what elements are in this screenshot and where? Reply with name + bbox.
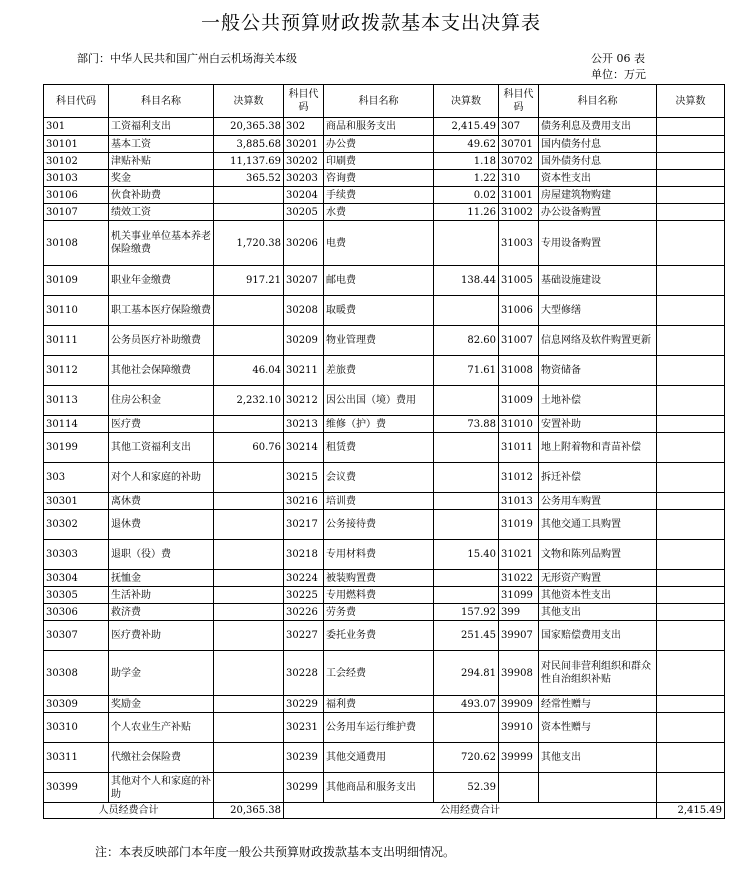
name-cell: 公务用车运行维护费 [324, 713, 434, 743]
code-cell: 307 [499, 118, 539, 136]
value-cell [657, 743, 725, 773]
code-cell: 30302 [44, 510, 109, 540]
name-cell: 其他对个人和家庭的补助 [109, 773, 214, 803]
table-row [44, 743, 725, 773]
value-cell [657, 463, 725, 493]
value-cell [214, 713, 284, 743]
name-cell: 抚恤金 [109, 570, 214, 587]
name-cell: 代缴社会保险费 [109, 743, 214, 773]
value-cell: 60.76 [214, 433, 284, 463]
name-cell: 咨询费 [324, 170, 434, 187]
name-cell: 公务员医疗补助缴费 [109, 326, 214, 356]
code-cell: 30229 [284, 696, 324, 713]
footnote: 注：本表反映部门本年度一般公共预算财政拨款基本支出明细情况。 [95, 845, 456, 859]
value-cell [657, 153, 725, 170]
code-cell: 30202 [284, 153, 324, 170]
value-cell [214, 296, 284, 326]
name-cell: 个人农业生产补贴 [109, 713, 214, 743]
value-cell [214, 651, 284, 696]
table-row [44, 153, 725, 170]
name-cell: 奖励金 [109, 696, 214, 713]
table-row [44, 386, 725, 416]
value-cell [214, 463, 284, 493]
value-cell: 157.92 [434, 604, 499, 621]
header-cell: 决算数 [657, 85, 725, 118]
code-cell: 30215 [284, 463, 324, 493]
table-row [44, 136, 725, 153]
code-cell: 30218 [284, 540, 324, 570]
name-cell: 职工基本医疗保险缴费 [109, 296, 214, 326]
table-row [44, 356, 725, 386]
name-cell: 退休费 [109, 510, 214, 540]
header-cell: 决算数 [434, 85, 499, 118]
header-cell: 科目名称 [109, 85, 214, 118]
value-cell [434, 296, 499, 326]
name-cell: 文物和陈列品购置 [539, 540, 657, 570]
name-cell: 劳务费 [324, 604, 434, 621]
value-cell: 138.44 [434, 266, 499, 296]
value-cell: 365.52 [214, 170, 284, 187]
header-row [44, 85, 725, 118]
name-cell: 奖金 [109, 170, 214, 187]
name-cell: 邮电费 [324, 266, 434, 296]
value-cell: 917.21 [214, 266, 284, 296]
code-cell: 31002 [499, 204, 539, 221]
name-cell: 公务用车购置 [539, 493, 657, 510]
value-cell [657, 587, 725, 604]
value-cell [657, 493, 725, 510]
name-cell: 救济费 [109, 604, 214, 621]
code-cell: 30217 [284, 510, 324, 540]
value-cell [657, 713, 725, 743]
name-cell: 物业管理费 [324, 326, 434, 356]
code-cell [499, 773, 539, 803]
value-cell: 1.22 [434, 170, 499, 187]
value-cell [214, 604, 284, 621]
value-cell [214, 187, 284, 204]
name-cell: 公务接待费 [324, 510, 434, 540]
code-cell: 30199 [44, 433, 109, 463]
value-cell [657, 296, 725, 326]
code-cell: 30216 [284, 493, 324, 510]
code-cell: 30308 [44, 651, 109, 696]
name-cell: 其他交通工具购置 [539, 510, 657, 540]
code-cell: 30208 [284, 296, 324, 326]
value-cell [657, 540, 725, 570]
name-cell: 其他支出 [539, 743, 657, 773]
value-cell [214, 621, 284, 651]
code-cell: 30702 [499, 153, 539, 170]
code-cell: 30310 [44, 713, 109, 743]
code-cell: 30111 [44, 326, 109, 356]
header-cell: 科目名称 [324, 85, 434, 118]
name-cell: 房屋建筑物购建 [539, 187, 657, 204]
code-cell: 39910 [499, 713, 539, 743]
code-cell: 39908 [499, 651, 539, 696]
code-cell: 30213 [284, 416, 324, 433]
name-cell: 助学金 [109, 651, 214, 696]
code-cell: 30299 [284, 773, 324, 803]
code-cell: 30305 [44, 587, 109, 604]
value-cell [657, 356, 725, 386]
table-row [44, 510, 725, 540]
name-cell: 伙食补助费 [109, 187, 214, 204]
value-cell [657, 604, 725, 621]
value-cell [214, 696, 284, 713]
table-row [44, 651, 725, 696]
value-cell [657, 326, 725, 356]
table-row [44, 587, 725, 604]
table-row [44, 463, 725, 493]
name-cell: 离休费 [109, 493, 214, 510]
code-cell: 310 [499, 170, 539, 187]
name-cell: 工资福利支出 [109, 118, 214, 136]
value-cell [657, 187, 725, 204]
value-cell: 2,415.49 [434, 118, 499, 136]
name-cell: 住房公积金 [109, 386, 214, 416]
value-cell: 73.88 [434, 416, 499, 433]
value-cell: 82.60 [434, 326, 499, 356]
name-cell: 国家赔偿费用支出 [539, 621, 657, 651]
name-cell: 基本工资 [109, 136, 214, 153]
value-cell [657, 204, 725, 221]
value-cell [214, 326, 284, 356]
code-cell: 30228 [284, 651, 324, 696]
table-row [44, 118, 725, 136]
name-cell: 办公费 [324, 136, 434, 153]
department-label: 部门：中华人民共和国广州白云机场海关本级 [77, 52, 297, 65]
value-cell: 11.26 [434, 204, 499, 221]
name-cell: 职业年金缴费 [109, 266, 214, 296]
header-cell: 科目名称 [539, 85, 657, 118]
value-cell [657, 773, 725, 803]
value-cell [214, 493, 284, 510]
value-cell [214, 204, 284, 221]
value-cell [214, 587, 284, 604]
table-row [44, 713, 725, 743]
code-cell: 30112 [44, 356, 109, 386]
table-row [44, 621, 725, 651]
code-cell: 31021 [499, 540, 539, 570]
name-cell: 手续费 [324, 187, 434, 204]
name-cell: 办公设备购置 [539, 204, 657, 221]
code-cell: 31003 [499, 221, 539, 266]
name-cell: 资本性支出 [539, 170, 657, 187]
value-cell [434, 386, 499, 416]
code-cell: 30113 [44, 386, 109, 416]
value-cell: 294.81 [434, 651, 499, 696]
table-row [44, 604, 725, 621]
value-cell [657, 266, 725, 296]
table-row [44, 696, 725, 713]
code-cell: 30306 [44, 604, 109, 621]
code-cell: 30108 [44, 221, 109, 266]
name-cell: 专用燃料费 [324, 587, 434, 604]
code-cell: 30214 [284, 433, 324, 463]
value-cell: 720.62 [434, 743, 499, 773]
code-cell: 31022 [499, 570, 539, 587]
name-cell: 经常性赠与 [539, 696, 657, 713]
value-cell [657, 696, 725, 713]
value-cell: 493.07 [434, 696, 499, 713]
value-cell [434, 713, 499, 743]
code-cell: 31011 [499, 433, 539, 463]
name-cell: 退职（役）费 [109, 540, 214, 570]
value-cell [214, 743, 284, 773]
value-cell: 251.45 [434, 621, 499, 651]
name-cell: 培训费 [324, 493, 434, 510]
table-row [44, 433, 725, 463]
code-cell: 30301 [44, 493, 109, 510]
table-row [44, 493, 725, 510]
code-cell: 30225 [284, 587, 324, 604]
code-cell: 31019 [499, 510, 539, 540]
value-cell [657, 221, 725, 266]
value-cell [657, 433, 725, 463]
code-cell: 30106 [44, 187, 109, 204]
code-cell: 30311 [44, 743, 109, 773]
name-cell: 会议费 [324, 463, 434, 493]
name-cell: 拆迁补偿 [539, 463, 657, 493]
name-cell: 地上附着物和青苗补偿 [539, 433, 657, 463]
name-cell: 维修（护）费 [324, 416, 434, 433]
name-cell: 其他支出 [539, 604, 657, 621]
personnel-total-label: 人员经费合计 [44, 803, 214, 819]
value-cell: 71.61 [434, 356, 499, 386]
header-cell: 科目代码 [284, 85, 324, 118]
code-cell: 30701 [499, 136, 539, 153]
code-cell: 30114 [44, 416, 109, 433]
value-cell: 15.40 [434, 540, 499, 570]
value-cell [657, 416, 725, 433]
value-cell [434, 221, 499, 266]
code-cell: 303 [44, 463, 109, 493]
name-cell: 专用设备购置 [539, 221, 657, 266]
code-cell: 30211 [284, 356, 324, 386]
value-cell [434, 463, 499, 493]
table-row [44, 266, 725, 296]
table-row [44, 773, 725, 803]
name-cell: 对民间非营利组织和群众性自治组织补贴 [539, 651, 657, 696]
name-cell: 电费 [324, 221, 434, 266]
name-cell: 土地补偿 [539, 386, 657, 416]
name-cell: 医疗费补助 [109, 621, 214, 651]
value-cell [214, 510, 284, 540]
name-cell: 无形资产购置 [539, 570, 657, 587]
code-cell: 31001 [499, 187, 539, 204]
value-cell: 2,232.10 [214, 386, 284, 416]
code-cell: 30103 [44, 170, 109, 187]
value-cell [657, 510, 725, 540]
name-cell: 生活补助 [109, 587, 214, 604]
code-cell: 31006 [499, 296, 539, 326]
name-cell: 医疗费 [109, 416, 214, 433]
code-cell: 31007 [499, 326, 539, 356]
name-cell: 物资储备 [539, 356, 657, 386]
value-cell [657, 136, 725, 153]
value-cell [434, 493, 499, 510]
public-total-value: 2,415.49 [657, 803, 725, 819]
name-cell: 其他社会保障缴费 [109, 356, 214, 386]
value-cell [214, 570, 284, 587]
code-cell: 30239 [284, 743, 324, 773]
table-row [44, 170, 725, 187]
code-cell: 30107 [44, 204, 109, 221]
code-cell: 30206 [284, 221, 324, 266]
table-row [44, 221, 725, 266]
code-cell: 30201 [284, 136, 324, 153]
name-cell: 其他交通费用 [324, 743, 434, 773]
code-cell: 31012 [499, 463, 539, 493]
code-cell: 30102 [44, 153, 109, 170]
name-cell: 租赁费 [324, 433, 434, 463]
name-cell: 大型修缮 [539, 296, 657, 326]
code-cell: 39999 [499, 743, 539, 773]
value-cell: 1,720.38 [214, 221, 284, 266]
name-cell: 机关事业单位基本养老保险缴费 [109, 221, 214, 266]
value-cell [434, 570, 499, 587]
totals-row [44, 803, 725, 819]
name-cell: 基础设施建设 [539, 266, 657, 296]
name-cell: 津贴补贴 [109, 153, 214, 170]
code-cell: 39907 [499, 621, 539, 651]
personnel-total-value: 20,365.38 [214, 803, 284, 819]
name-cell: 因公出国（境）费用 [324, 386, 434, 416]
code-cell: 30212 [284, 386, 324, 416]
code-cell: 30205 [284, 204, 324, 221]
code-cell: 31013 [499, 493, 539, 510]
code-cell: 30101 [44, 136, 109, 153]
code-cell: 30224 [284, 570, 324, 587]
name-cell: 福利费 [324, 696, 434, 713]
name-cell: 取暖费 [324, 296, 434, 326]
name-cell: 对个人和家庭的补助 [109, 463, 214, 493]
value-cell [214, 416, 284, 433]
header-cell: 科目代码 [44, 85, 109, 118]
code-cell: 30399 [44, 773, 109, 803]
name-cell: 资本性赠与 [539, 713, 657, 743]
code-cell: 399 [499, 604, 539, 621]
name-cell: 差旅费 [324, 356, 434, 386]
header-cell: 科目代码 [499, 85, 539, 118]
page-title: 一般公共预算财政拨款基本支出决算表 [200, 12, 541, 34]
table-row [44, 416, 725, 433]
name-cell: 工会经费 [324, 651, 434, 696]
form-number: 公开 06 表 [591, 52, 645, 65]
name-cell: 绩效工资 [109, 204, 214, 221]
table-row [44, 326, 725, 356]
header-cell: 决算数 [214, 85, 284, 118]
name-cell: 水费 [324, 204, 434, 221]
name-cell: 印刷费 [324, 153, 434, 170]
name-cell: 其他工资福利支出 [109, 433, 214, 463]
table-row [44, 204, 725, 221]
code-cell: 31099 [499, 587, 539, 604]
name-cell: 其他资本性支出 [539, 587, 657, 604]
name-cell: 委托业务费 [324, 621, 434, 651]
code-cell: 302 [284, 118, 324, 136]
code-cell: 30110 [44, 296, 109, 326]
value-cell: 49.62 [434, 136, 499, 153]
value-cell: 1.18 [434, 153, 499, 170]
code-cell: 31010 [499, 416, 539, 433]
code-cell: 30207 [284, 266, 324, 296]
unit-label: 单位：万元 [591, 68, 646, 81]
name-cell: 国外债务付息 [539, 153, 657, 170]
table-row [44, 540, 725, 570]
value-cell: 20,365.38 [214, 118, 284, 136]
value-cell: 3,885.68 [214, 136, 284, 153]
code-cell: 30303 [44, 540, 109, 570]
value-cell [434, 587, 499, 604]
value-cell: 46.04 [214, 356, 284, 386]
code-cell: 31009 [499, 386, 539, 416]
value-cell [214, 540, 284, 570]
value-cell [657, 118, 725, 136]
code-cell: 30209 [284, 326, 324, 356]
code-cell: 30203 [284, 170, 324, 187]
expenditure-table [43, 84, 725, 819]
code-cell: 31008 [499, 356, 539, 386]
code-cell: 301 [44, 118, 109, 136]
name-cell: 其他商品和服务支出 [324, 773, 434, 803]
name-cell: 债务利息及费用支出 [539, 118, 657, 136]
value-cell: 0.02 [434, 187, 499, 204]
table-row [44, 570, 725, 587]
name-cell: 安置补助 [539, 416, 657, 433]
value-cell [434, 433, 499, 463]
table-row [44, 187, 725, 204]
code-cell: 30231 [284, 713, 324, 743]
code-cell: 30227 [284, 621, 324, 651]
public-total-label: 公用经费合计 [284, 803, 657, 819]
name-cell: 信息网络及软件购置更新 [539, 326, 657, 356]
value-cell [657, 570, 725, 587]
code-cell: 30226 [284, 604, 324, 621]
value-cell [657, 621, 725, 651]
name-cell: 国内债务付息 [539, 136, 657, 153]
name-cell [539, 773, 657, 803]
value-cell: 11,137.69 [214, 153, 284, 170]
code-cell: 39909 [499, 696, 539, 713]
table-row [44, 296, 725, 326]
value-cell [657, 170, 725, 187]
value-cell [657, 386, 725, 416]
code-cell: 30204 [284, 187, 324, 204]
value-cell [214, 773, 284, 803]
value-cell: 52.39 [434, 773, 499, 803]
code-cell: 30304 [44, 570, 109, 587]
code-cell: 30307 [44, 621, 109, 651]
name-cell: 被装购置费 [324, 570, 434, 587]
code-cell: 30309 [44, 696, 109, 713]
name-cell: 商品和服务支出 [324, 118, 434, 136]
value-cell [434, 510, 499, 540]
code-cell: 30109 [44, 266, 109, 296]
code-cell: 31005 [499, 266, 539, 296]
name-cell: 专用材料费 [324, 540, 434, 570]
value-cell [657, 651, 725, 696]
